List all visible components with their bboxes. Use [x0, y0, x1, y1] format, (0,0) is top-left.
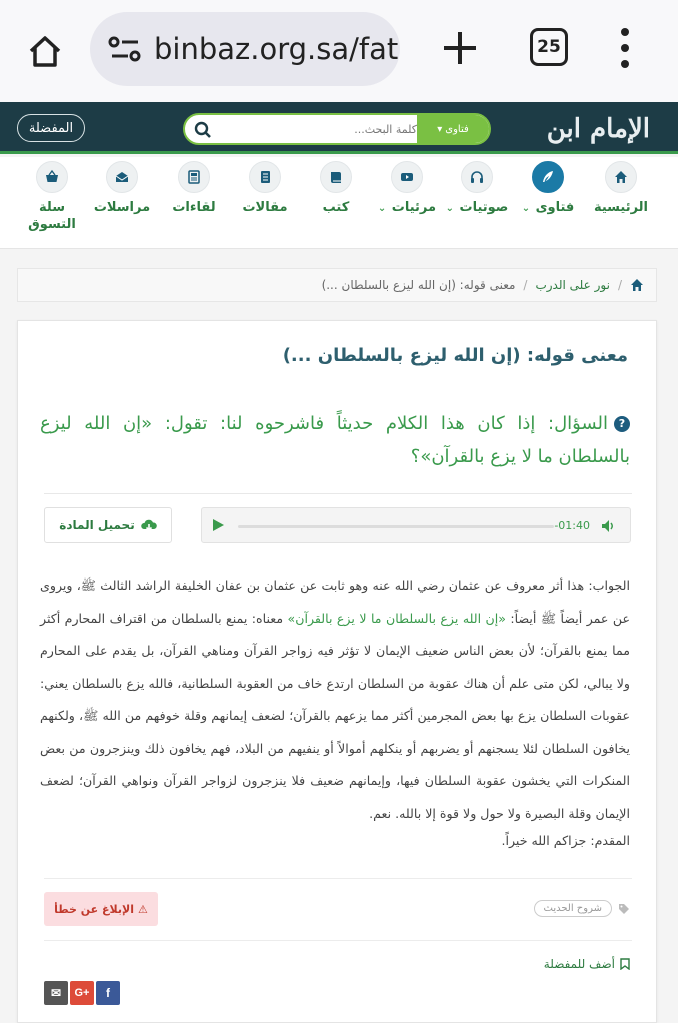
- chevron-down-icon: ⌄: [445, 203, 458, 214]
- nav-item-5[interactable]: [227, 161, 303, 216]
- nav-item-2[interactable]: [439, 161, 515, 217]
- nav-item-label: [510, 199, 586, 217]
- site-logo[interactable]: الإمام ابن: [546, 114, 650, 144]
- nav-item-6[interactable]: [156, 161, 232, 216]
- fatwa-card: [17, 320, 657, 1023]
- headphones-icon: [461, 161, 493, 193]
- divider: [44, 878, 632, 879]
- url-bar[interactable]: [90, 12, 400, 86]
- nav-item-text: فتاوى: [535, 200, 575, 215]
- question-text: السؤال: إذا كان هذا الكلام حديثاً فاشرحوه لنا: تقول: «إن الله ليزع بالسلطان ما لا يزع بالقرآن»؟: [40, 413, 630, 467]
- search-form: [183, 113, 491, 145]
- report-error-button[interactable]: [44, 892, 158, 926]
- share-googleplus-button[interactable]: G+: [70, 981, 94, 1005]
- video-icon: [391, 161, 423, 193]
- answer-part: معناه: يمنع بالسلطان من اقتراف المحارم أكثر مما يمنع بالقرآن؛ لأن بعض الناس ضعيف الإيمان لا تؤثر فيه زواجر القرآن ومناهي القرآن، بل يقدم على المحارم ولا يبالي، لكن متى علم أن هناك عقوبة من السلطان ارتدع خاف من العقوبة السلطانية، فالله يزع بالسلطان يعني: عقوبات السلطان يزع بها بعض المجرمين أكثر مما يزعهم بالقرآن؛ لضعف إيمانهم وقلة خوفهم من الله ﷺ، ولكنهم يخافون السلطان لئلا يسجنهم أو يضربهم أو ينكلهم أموالاً أو ينفيهم من البلاد، فهم يخافون ذلك وينزجرون من بعض المنكرات التي يخشون عقوبة السلطان فيها، وإيمانهم ضعيف فلا ينزجرون لزواجر القرآن ونواهي القرآن؛ لضعف الإيمان وقلة البصيرة ولا حول ولا قوة إلا بالله. نعم.: [40, 610, 630, 821]
- nav-item-4[interactable]: [298, 161, 374, 216]
- home-icon: [25, 31, 65, 71]
- nav-item-label: [156, 199, 232, 216]
- nav-item-8[interactable]: [14, 161, 90, 233]
- nav-item-label: [14, 199, 90, 233]
- chevron-down-icon: ⌄: [521, 203, 534, 214]
- nav-item-text: سلة التسوق: [28, 200, 76, 232]
- volume-icon[interactable]: [600, 518, 616, 534]
- nav-item-label: [583, 199, 659, 216]
- main-nav: [0, 157, 678, 249]
- nav-item-label: [298, 199, 374, 216]
- audio-time: -01:40: [554, 519, 590, 532]
- bookmark-icon: [620, 958, 630, 970]
- presenter-line: المقدم: جزاكم الله خيراً.: [501, 833, 630, 848]
- nav-item-text: مقالات: [242, 200, 288, 215]
- download-button[interactable]: [44, 507, 172, 543]
- nav-item-label: [84, 199, 160, 216]
- hadith-quote: «إن الله يزع بالسلطان ما لا يزع بالقرآن»: [287, 610, 506, 626]
- book-icon: [320, 161, 352, 193]
- breadcrumb-separator: /: [523, 278, 528, 292]
- question-block: [40, 407, 630, 473]
- nav-item-text: صوتيات: [459, 200, 509, 215]
- nav-item-label: [439, 199, 515, 217]
- browser-menu-button[interactable]: [618, 28, 632, 68]
- breadcrumb: [17, 268, 657, 302]
- search-input[interactable]: [217, 115, 417, 143]
- search-icon[interactable]: [193, 120, 213, 140]
- nav-item-text: الرئيسية: [593, 200, 649, 215]
- question-icon: ?: [614, 416, 630, 432]
- tag-pill[interactable]: شروح الحديث: [534, 900, 613, 917]
- nav-item-0[interactable]: [583, 161, 659, 216]
- home-icon: [605, 161, 637, 193]
- site-header: [0, 102, 678, 154]
- nav-item-label: [369, 199, 445, 217]
- nav-item-text: مراسلات: [93, 200, 151, 215]
- report-error-label: الإبلاغ عن خطأ: [54, 902, 134, 916]
- search-category-label: فتاوى: [445, 123, 469, 135]
- page-title: معنى قوله: (إن الله ليزع بالسلطان ...): [282, 345, 628, 366]
- audio-player: [201, 507, 631, 543]
- nav-item-3[interactable]: [369, 161, 445, 217]
- breadcrumb-current: معنى قوله: (إن الله ليزع بالسلطان ...): [321, 278, 516, 292]
- audio-progress-bar[interactable]: [238, 525, 554, 528]
- share-facebook-button[interactable]: f: [96, 981, 120, 1005]
- nav-item-7[interactable]: [84, 161, 160, 216]
- share-mail-button[interactable]: ✉: [44, 981, 68, 1005]
- favorites-button[interactable]: المفضلة: [17, 114, 85, 142]
- nav-item-text: لقاءات: [172, 200, 216, 215]
- quill-icon: [532, 161, 564, 193]
- divider: [44, 940, 632, 941]
- warning-icon: ⚠: [137, 902, 148, 916]
- chevron-down-icon: ▾: [437, 123, 443, 135]
- nav-item-label: [227, 199, 303, 216]
- download-label: تحميل المادة: [59, 518, 135, 532]
- answer-part: الجواب: هذا أثر معروف عن عثمان رضي الله عنه وهو ثابت عن عثمان بن عفان الخليفة الراشد الثالث ﷺ، ويروى عن عمر أيضاً ﷺ أيضاً:: [40, 578, 630, 626]
- chevron-down-icon: ⌄: [377, 203, 390, 214]
- nav-item-text: مرئيات: [391, 200, 437, 215]
- site-settings-icon: [108, 34, 142, 64]
- tab-switcher-button[interactable]: 25: [530, 28, 568, 66]
- nav-item-text: كتب: [322, 200, 350, 215]
- breadcrumb-section-link[interactable]: نور على الدرب: [535, 278, 610, 292]
- browser-home-button[interactable]: [20, 26, 70, 76]
- add-favorite-link[interactable]: [544, 957, 630, 971]
- breadcrumb-separator: /: [617, 278, 622, 292]
- mail-icon: [106, 161, 138, 193]
- share-buttons: [44, 981, 120, 1005]
- breadcrumb-home-icon[interactable]: [630, 278, 644, 292]
- tag-icon: [618, 903, 630, 915]
- new-tab-button[interactable]: [438, 26, 482, 70]
- cloud-download-icon: [141, 518, 157, 532]
- divider: [44, 493, 632, 494]
- tags: [534, 900, 631, 917]
- basket-icon: [36, 161, 68, 193]
- browser-toolbar: [0, 0, 678, 102]
- add-favorite-label: أضف للمفضلة: [543, 957, 615, 971]
- article-icon: [249, 161, 281, 193]
- answer-text: [40, 570, 630, 830]
- url-text: binbaz.org.sa/fat: [154, 32, 399, 66]
- interview-icon: [178, 161, 210, 193]
- nav-item-1[interactable]: [510, 161, 586, 217]
- play-icon[interactable]: [210, 517, 226, 533]
- search-category-select[interactable]: [417, 115, 489, 143]
